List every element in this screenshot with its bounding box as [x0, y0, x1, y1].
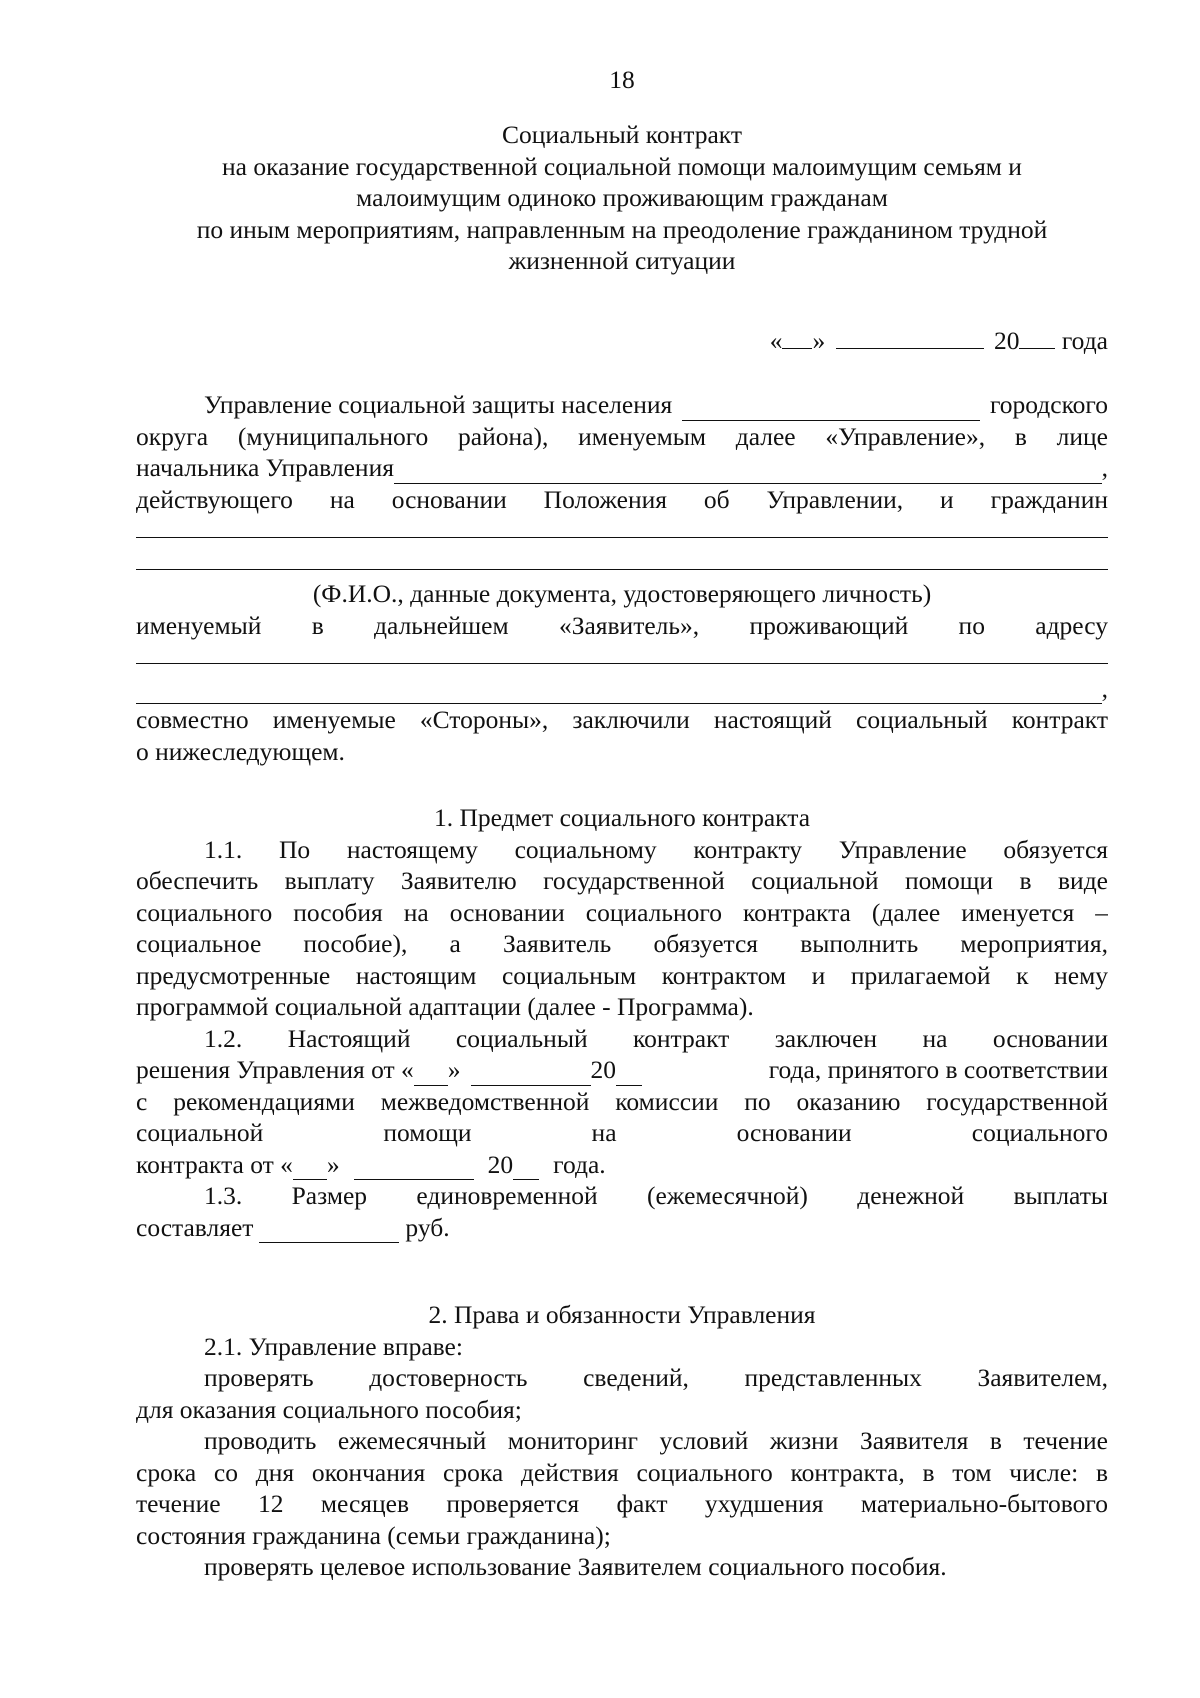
month-blank	[471, 1063, 591, 1086]
fio-note: (Ф.И.О., данные документа, удостоверяющего личность)	[312, 579, 932, 608]
address-blank	[136, 681, 1102, 704]
title-line: Социальный контракт	[502, 120, 742, 149]
day-blank	[414, 1063, 448, 1086]
day-blank	[293, 1157, 327, 1180]
subtitle-line: по иным мероприятиям, направленным на преодоление гражданином трудной	[196, 214, 1048, 244]
day-blank	[782, 326, 812, 349]
amount-blank	[259, 1220, 399, 1243]
section-heading: 2. Права и обязанности Управления	[428, 1300, 816, 1329]
address-blank	[136, 641, 1108, 664]
subtitle-line: на оказание государственной социальной помощи малоимущим семьям и	[222, 151, 1022, 181]
head-name-blank	[394, 461, 1102, 484]
section-1: 1. Предмет социального контракта 1.1. По настоящему социальному контракту Управление обязуется обеспечить выплату Заявителю государственной социальной помощи в виде социального пособия на основании социального контракта (далее именуется – социальное пособие), а Заявитель обязуется выполнить мероприятия, предусмотренные настоящим социальным контрактом и прилагаемой к нему программой социальной адаптации (далее - Программа). 1.2. Настоящий социальный контракт заключен на основании решения Управления от « » 20 года, принятого в соответствии с рекомендациями межведомственной комиссии по оказанию государственной социальной помощи на основании социального контракта от « » 20 года. 1.3. Размер единовременной (ежемесячной) денежной выплаты составляет руб.	[136, 803, 1108, 1242]
year-blank	[513, 1157, 539, 1180]
page-number: 18	[609, 65, 635, 94]
citizen-blank	[136, 547, 1108, 570]
district-blank	[682, 398, 980, 421]
month-blank	[354, 1157, 474, 1180]
section-heading: 1. Предмет социального контракта	[433, 803, 811, 832]
document-title	[136, 119, 1108, 277]
citizen-blank	[136, 515, 1108, 538]
preamble: Управление социальной защиты населения городского округа (муниципального района), именуемым далее «Управление», в лице начальника Управления , действующего на основании Положения об Управлении, и гражданин (Ф.И.О., данные документа, удостоверяющего личность) именуемый в дальнейшем «Заявитель», проживающий по адресу , совместно именуемые «Стороны», заключили настоящий социальный контракт о нижеследующем.	[136, 390, 1108, 766]
month-blank	[836, 326, 984, 349]
section-2: 2. Права и обязанности Управления 2.1. Управление вправе: проверять достоверность сведений, представленных Заявителем, для оказания социального пособия; проводить ежемесячный мониторинг условий жизни Заявителя в течение срока со дня окончания срока действия социального контракта, в том числе: в течение 12 месяцев проверяется факт ухудшения материально-бытового состояния гражданина (семьи гражданина); проверять целевое использование Заявителем социального пособия.	[136, 1300, 1108, 1581]
subtitle-line: малоимущим одиноко проживающим гражданам	[356, 183, 888, 212]
year-blank	[1019, 326, 1055, 349]
year-blank	[616, 1063, 642, 1086]
contract-date: « » 20 года	[769, 326, 1108, 355]
subtitle-line: жизненной ситуации	[508, 246, 736, 275]
